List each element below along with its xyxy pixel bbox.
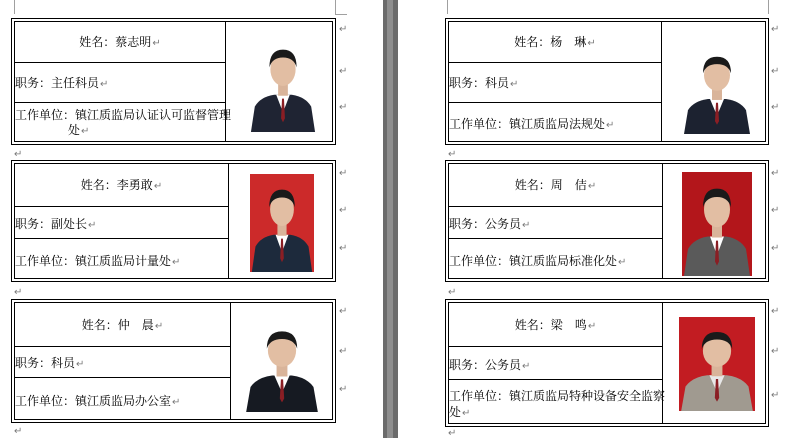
unit-row: 工作单位：镇江质监局法规处↵ (449, 117, 615, 131)
person-name: 李勇敢 (116, 178, 153, 192)
person-post: 公务员 (485, 358, 522, 372)
profile-card (11, 160, 336, 282)
crop-mark (335, 0, 336, 14)
person-post: 科员 (485, 76, 510, 90)
person-unit: 镇江质监局办公室 (75, 394, 172, 408)
post-row: 职务：科员↵ (449, 76, 519, 90)
person-unit: 镇江质监局法规处 (509, 117, 606, 131)
person-photo (244, 316, 320, 412)
unit-row: 工作单位：镇江质监局认证认可监督管理 (15, 108, 232, 122)
name-row: 姓名：梁 鸣↵ (514, 318, 597, 332)
page-gutter (383, 0, 398, 438)
person-name: 仲 晨 (117, 318, 154, 332)
person-name: 蔡志明 (115, 35, 152, 49)
person-photo (249, 34, 317, 132)
name-row: 姓名：周 佶↵ (514, 178, 597, 192)
person-name: 杨 琳 (550, 35, 587, 49)
profile-card (11, 299, 336, 423)
person-post: 主任科员 (51, 76, 100, 90)
profile-card (445, 299, 769, 427)
person-post: 科员 (51, 356, 76, 370)
unit-row: 工作单位：镇江质监局办公室↵ (15, 394, 181, 408)
person-name: 周 佶 (550, 178, 587, 192)
person-unit: 镇江质监局特种设备安全监察 (509, 389, 666, 403)
name-row: 姓名：仲 晨↵ (81, 318, 164, 332)
crop-mark (14, 0, 15, 14)
name-row: 姓名：杨 琳↵ (514, 35, 596, 49)
person-photo (682, 42, 752, 134)
person-post: 公务员 (485, 217, 522, 231)
profile-card (445, 160, 769, 282)
profile-card (445, 18, 769, 145)
name-row: 姓名：李勇敢↵ (80, 178, 163, 192)
post-row: 职务：副处长↵ (15, 217, 97, 231)
person-photo (679, 317, 755, 411)
unit-row-cont: 处↵ (449, 405, 471, 419)
unit-row: 工作单位：镇江质监局标准化处↵ (449, 254, 627, 268)
profile-card (11, 18, 336, 145)
person-unit: 镇江质监局计量处 (75, 254, 172, 268)
unit-row-cont: 处↵ (68, 123, 90, 137)
post-row: 职务：主任科员↵ (15, 76, 109, 90)
crop-mark (447, 0, 448, 14)
person-name: 梁 鸣 (550, 318, 587, 332)
post-row: 职务：科员↵ (15, 356, 85, 370)
person-photo (250, 174, 314, 272)
unit-row: 工作单位：镇江质监局计量处↵ (15, 254, 181, 268)
unit-row: 工作单位：镇江质监局特种设备安全监察 (449, 389, 666, 403)
crop-mark (335, 14, 347, 15)
person-post: 副处长 (51, 217, 88, 231)
crop-mark (768, 0, 769, 14)
person-unit: 镇江质监局认证认可监督管理 (75, 108, 232, 122)
post-row: 职务：公务员↵ (449, 358, 531, 372)
person-photo (682, 172, 752, 276)
name-row: 姓名：蔡志明↵ (79, 35, 161, 49)
person-unit: 镇江质监局标准化处 (509, 254, 618, 268)
post-row: 职务：公务员↵ (449, 217, 531, 231)
